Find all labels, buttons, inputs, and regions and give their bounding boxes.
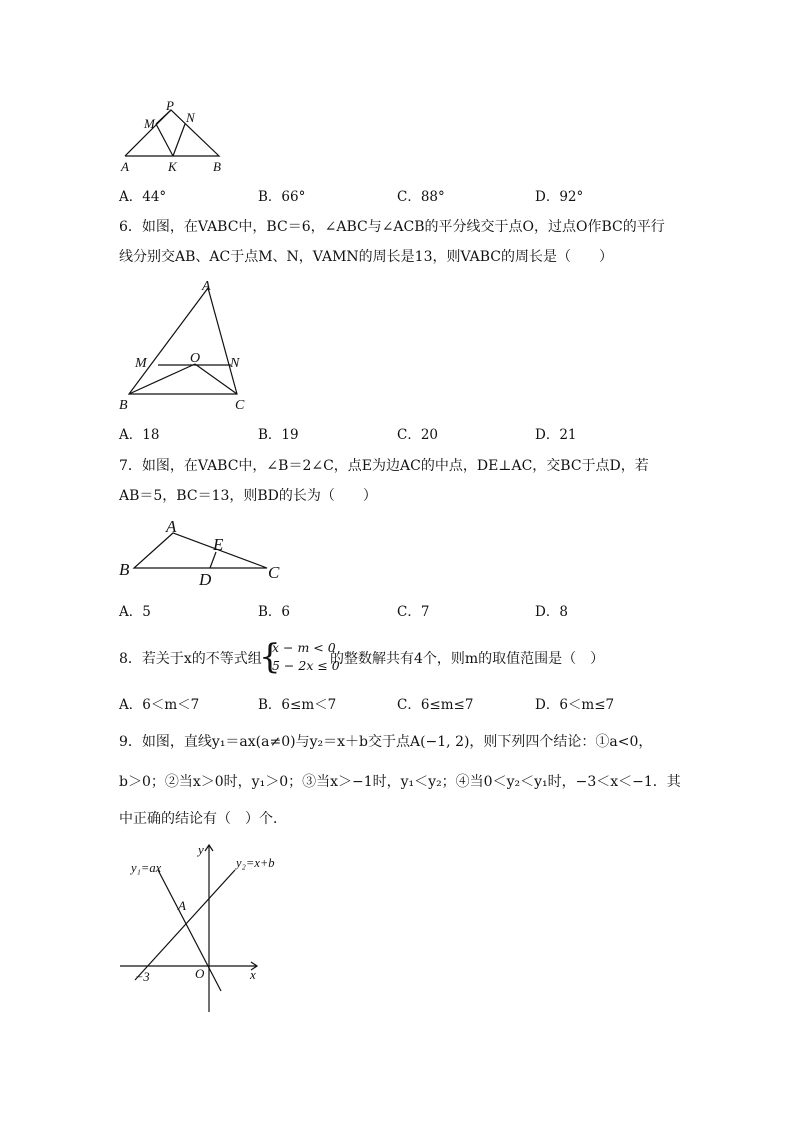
q7-figure: [115, 515, 290, 590]
q7-option-d: D．8: [535, 604, 568, 620]
q9-stem-line3: 中正确的结论有（ ）个．: [119, 811, 287, 827]
q9-line-y2: [135, 870, 235, 980]
q6-label-A: A: [202, 279, 211, 294]
q6-label-M: M: [135, 356, 147, 371]
q8-option-c: C．6≤m≤7: [397, 697, 474, 713]
q8-option-d: D．6＜m≤7: [535, 697, 615, 713]
q5-label-N: N: [186, 110, 195, 125]
q6-label-C: C: [235, 398, 245, 413]
q6-stem-line2: 线分别交AB、AC于点M、N，VAMN的周长是13，则VABC的周长是（ ）: [119, 249, 614, 265]
q6-option-c: C．20: [397, 427, 439, 443]
q9-label-y: y: [198, 842, 204, 857]
q7-label-B: B: [119, 560, 130, 579]
q5-triangle-base: [125, 110, 219, 156]
q5-segment-nk: [173, 124, 185, 156]
q9-line-y1: [158, 870, 221, 991]
q7-label-D: D: [199, 570, 212, 589]
q7-option-b: B．6: [258, 604, 291, 620]
q5-label-B: B: [213, 159, 221, 174]
q8-system-line1: x − m < 0: [272, 640, 336, 655]
q7-label-A: A: [166, 517, 177, 536]
q7-label-E: E: [213, 535, 224, 554]
q8-stem-prefix: 8．若关于x的不等式组: [119, 651, 262, 667]
q6-label-B: B: [119, 398, 128, 413]
q9-stem-line2: b＞0；②当x＞0时，y₁＞0；③当x＞−1时，y₁＜y₂；④当0＜y₂＜y₁时，−3＜x＜−1．其: [119, 774, 681, 790]
q7-option-c: C．7: [397, 604, 430, 620]
q9-label-A: A: [178, 898, 186, 913]
q5-option-c: C．88°: [397, 189, 445, 205]
q5-label-P: P: [166, 98, 174, 113]
q7-stem-line1: 7．如图，在VABC中，∠B＝2∠C，点E为边AC的中点，DE⊥AC，交BC于点D，若: [119, 458, 649, 474]
q5-figure: [115, 98, 235, 180]
q6-figure: [113, 278, 263, 414]
q6-stem-line1: 6．如图，在VABC中，BC＝6，∠ABC与∠ACB的平分线交于点O，过点O作BC的平行: [119, 219, 665, 235]
q9-label-x: x: [250, 967, 256, 982]
q6-label-N: N: [230, 356, 240, 371]
q9-stem-line1: 9．如图，直线y₁＝ax(a≠0)与y₂＝x＋b交于点A(−1, 2)，则下列四个结论：①a<0，: [119, 734, 653, 750]
q6-option-b: B．19: [258, 427, 299, 443]
q5-segment-mk: [156, 124, 173, 156]
q5-option-d: D．92°: [535, 189, 584, 205]
q8-system-line2: 5 − 2x ≤ 0: [272, 658, 340, 673]
q8-left-brace: {: [259, 637, 281, 677]
q9-label-neg3: −3: [135, 970, 150, 984]
q7-segment-de: [210, 552, 216, 568]
q7-triangle: [134, 533, 267, 568]
q5-label-M: M: [144, 116, 155, 131]
q7-stem-line2: AB＝5，BC＝13，则BD的长为（ ）: [119, 488, 377, 504]
q5-label-K: K: [168, 159, 177, 174]
q7-option-a: A．5: [119, 604, 151, 620]
q9-label-O: O: [195, 966, 205, 981]
q6-option-a: A．18: [119, 427, 160, 443]
q7-label-C: C: [268, 563, 280, 582]
q6-label-O: O: [190, 351, 201, 366]
q8-stem-suffix: 的整数解共有4个，则m的取值范围是（ ）: [330, 651, 605, 667]
q9-label-y1: y₁=ax: [131, 861, 162, 875]
q9-figure: [115, 840, 285, 1020]
q8-option-a: A．6＜m＜7: [119, 697, 200, 713]
q5-option-a: A．44°: [119, 189, 167, 205]
q5-label-A: A: [121, 159, 129, 174]
q5-option-b: B．66°: [258, 189, 306, 205]
q9-label-y2: y₂=x+b: [236, 856, 275, 870]
q6-option-d: D．21: [535, 427, 577, 443]
q6-triangle: [129, 288, 237, 394]
q8-option-b: B．6≤m＜7: [258, 697, 337, 713]
